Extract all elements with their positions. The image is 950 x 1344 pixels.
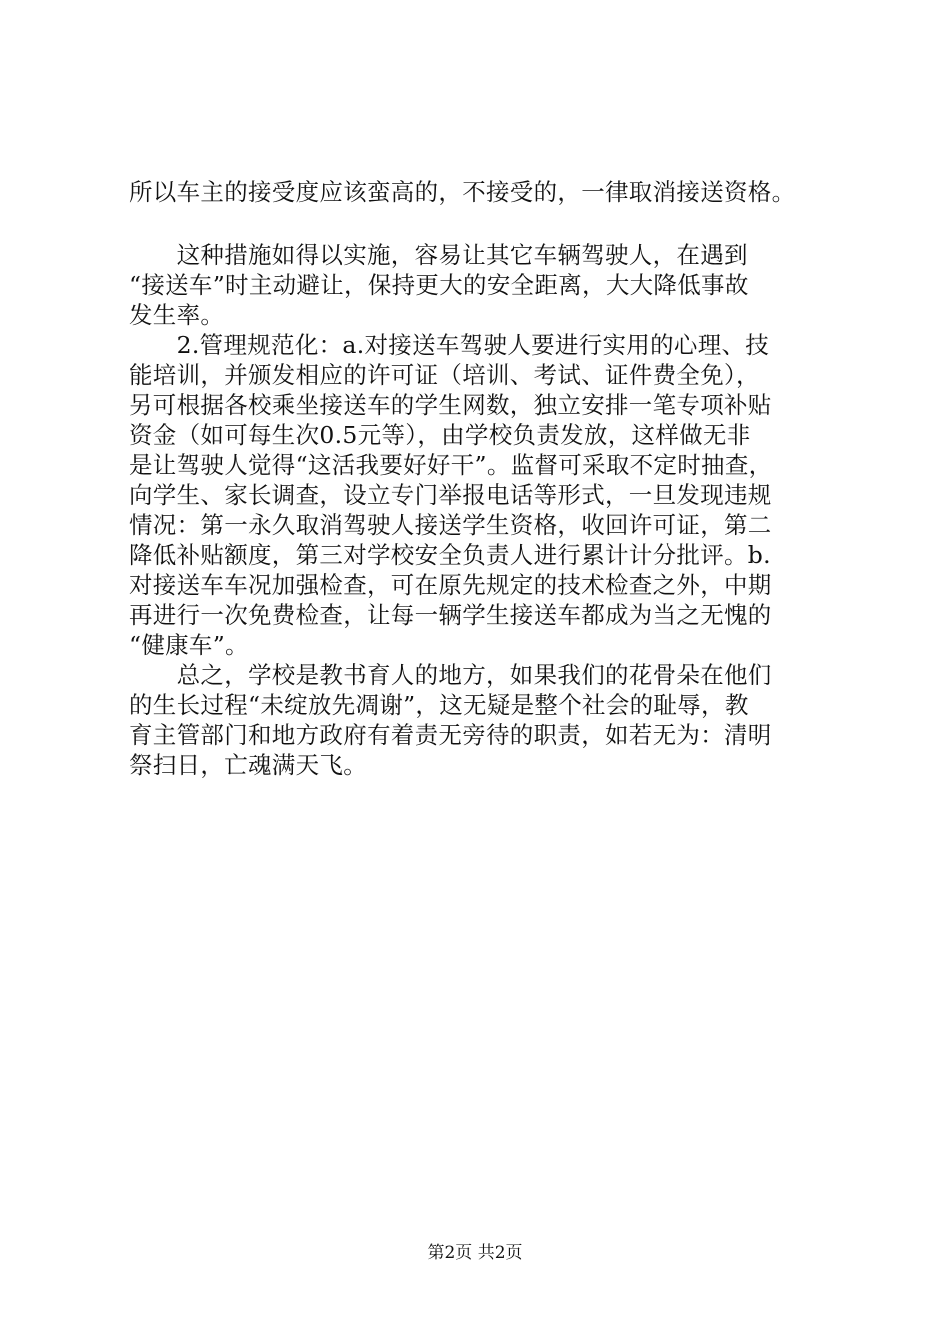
text-line: 降低补贴额度，第三对学校安全负责人进行累计计分批评。b. [129, 541, 771, 569]
text-line: 的生长过程“未绽放先凋谢”，这无疑是整个社会的耻辱，教 [129, 691, 749, 719]
text-line: 2.管理规范化：a.对接送车驾驶人要进行实用的心理、技 [129, 331, 770, 359]
text-line: 是让驾驶人觉得“这活我要好好干”。监督可采取不定时抽查， [129, 451, 773, 479]
text-line: “接送车”时主动避让，保持更大的安全距离，大大降低事故 [129, 271, 749, 299]
text-line: 资金（如可每生次0.5元等），由学校负责发放，这样做无非 [129, 421, 751, 449]
text-line: 祭扫日，亡魂满天飞。 [129, 751, 367, 779]
text-line: “健康车”。 [129, 631, 249, 659]
text-line: 能培训，并颁发相应的许可证（培训、考试、证件费全免）， [129, 361, 760, 389]
text-line: 对接送车车况加强检查，可在原先规定的技术检查之外，中期 [129, 571, 772, 599]
text-line: 总之，学校是教书育人的地方，如果我们的花骨朵在他们 [129, 661, 772, 689]
text-line: 另可根据各校乘坐接送车的学生网数，独立安排一笔专项补贴 [129, 391, 772, 419]
text-line: 这种措施如得以实施，容易让其它车辆驾驶人，在遇到 [129, 241, 748, 269]
page-number-footer: 第2页 共2页 [427, 1243, 523, 1263]
text-line: 再进行一次免费检查，让每一辆学生接送车都成为当之无愧的 [129, 601, 772, 629]
text-line: 情况：第一永久取消驾驶人接送学生资格，收回许可证，第二 [129, 511, 772, 539]
text-line: 育主管部门和地方政府有着责无旁待的职责，如若无为：清明 [129, 721, 772, 749]
text-line: 所以车主的接受度应该蛮高的，不接受的，一律取消接送资格。 [129, 178, 796, 206]
text-line: 发生率。 [129, 301, 225, 329]
text-line: 向学生、家长调查，设立专门举报电话等形式，一旦发现违规 [129, 481, 772, 509]
